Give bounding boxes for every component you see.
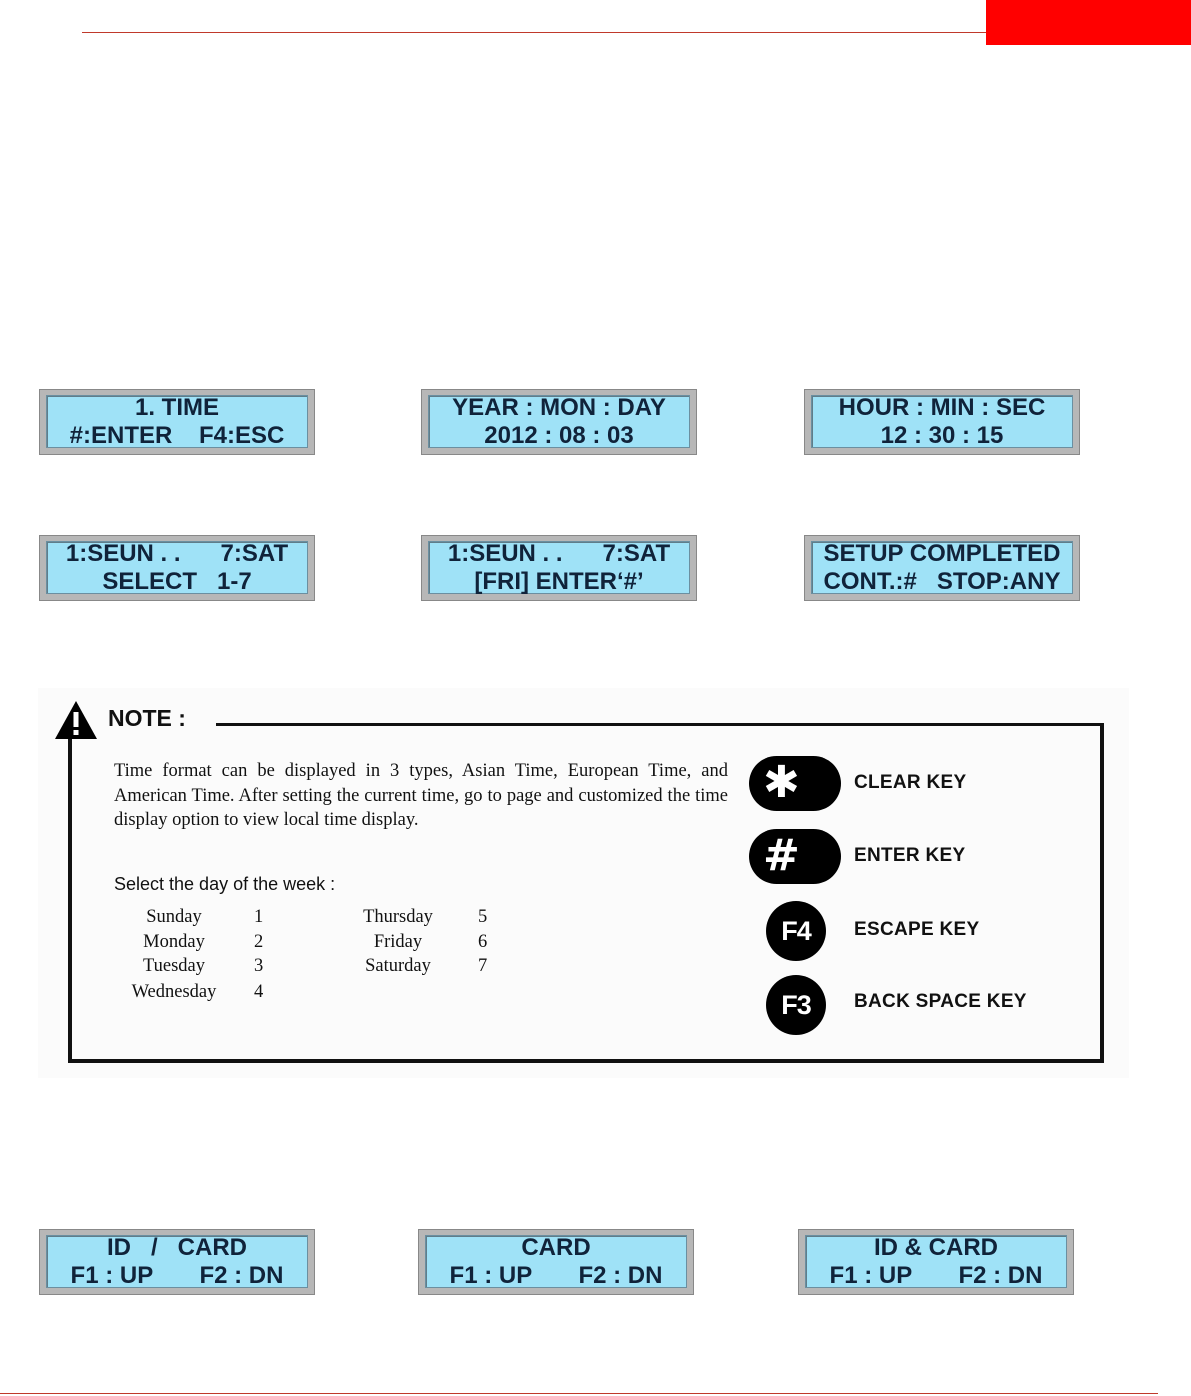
footer-rule [0,1393,1158,1394]
day-number: 4 [254,982,264,1002]
clear-key-label: CLEAR KEY [854,772,967,793]
day-number: 5 [478,907,488,927]
lcd-day-confirm [421,535,697,601]
lcd-line: F1 : UP F2 : DN [829,1261,1043,1289]
lcd-line: [FRI] ENTER‘#’ [474,567,644,595]
day-number: 1 [254,907,264,927]
day-name: Friday [373,932,423,952]
lcd-line: HOUR : MIN : SEC [838,393,1046,421]
header-accent-tab [986,0,1191,45]
key-symbol: ✱ [763,757,800,808]
lcd-line: ID & CARD [874,1233,998,1261]
lcd-mode-card [418,1229,694,1295]
lcd-clock-set [804,389,1080,455]
lcd-line: F1 : UP F2 : DN [70,1261,284,1289]
lcd-day-select [39,535,315,601]
day-list-heading: Select the day of the week : [114,874,336,894]
lcd-line: 1. TIME [134,393,219,421]
hash-key-icon [749,829,841,884]
day-number: 7 [478,956,488,976]
lcd-line: #:ENTER F4:ESC [69,421,285,449]
day-name: Monday [143,932,205,952]
lcd-mode-id-card [39,1229,315,1295]
warning-icon [53,699,99,741]
backspace-key-label: BACK SPACE KEY [854,991,1027,1012]
lcd-line: SELECT 1-7 [102,567,252,595]
asterisk-key-icon [749,756,841,811]
day-number: 6 [478,932,488,952]
lcd-line: F1 : UP F2 : DN [449,1261,663,1289]
lcd-line: 2012 : 08 : 03 [484,421,634,449]
escape-key-label: ESCAPE KEY [854,919,980,940]
lcd-line: 1:SEUN . . 7:SAT [65,539,289,567]
lcd-line: ID / CARD [106,1233,247,1261]
lcd-mode-id-and-card [798,1229,1074,1295]
lcd-time-menu [39,389,315,455]
day-name: Thursday [363,907,433,927]
day-name: Tuesday [142,956,206,976]
day-number: 2 [254,932,264,952]
lcd-date-set [421,389,697,455]
lcd-line: YEAR : MON : DAY [452,393,666,421]
lcd-setup-completed [804,535,1080,601]
lcd-line: CONT.:# STOP:ANY [823,567,1061,595]
f3-key-icon: F3 [766,975,826,1035]
note-title: NOTE : [108,705,186,731]
day-number: 3 [254,956,264,976]
key-symbol: # [763,830,800,881]
lcd-line: 12 : 30 : 15 [880,421,1004,449]
enter-key-label: ENTER KEY [854,845,966,866]
lcd-line: CARD [521,1233,591,1261]
note-body: Time format can be displayed in 3 types, Asian Time, European Time, and American Time. After setting the current time, go to page and customized the time display option to view local time display. [114,761,728,830]
day-name: Wednesday [131,982,217,1002]
f4-key-icon: F4 [766,901,826,961]
lcd-line: 1:SEUN . . 7:SAT [447,539,671,567]
day-name: Sunday [146,907,202,927]
lcd-line: SETUP COMPLETED [823,539,1061,567]
header-rule [82,32,988,33]
day-name: Saturday [365,956,431,976]
